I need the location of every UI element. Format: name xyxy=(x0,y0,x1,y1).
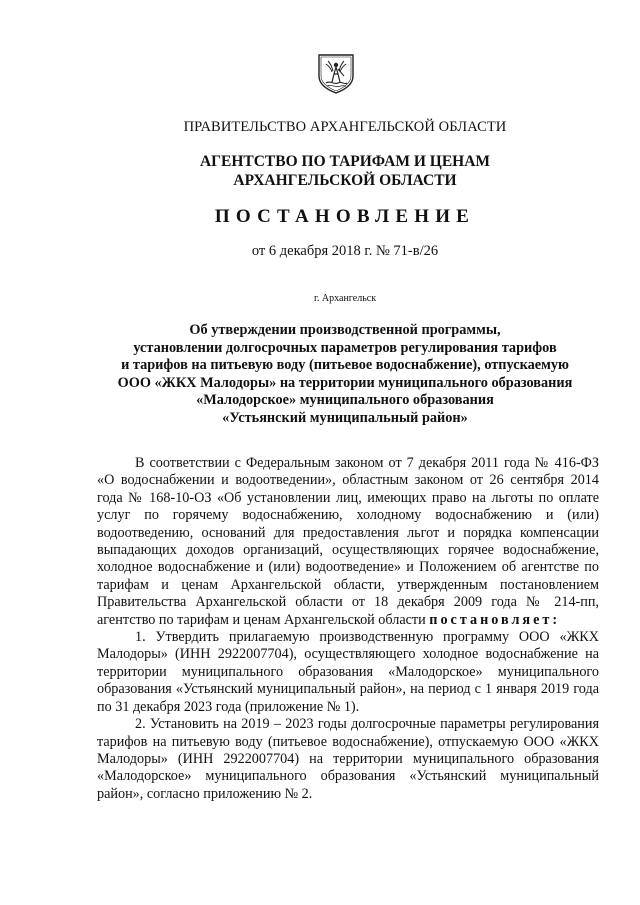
decree-date-number: от 6 декабря 2018 г. № 71-в/26 xyxy=(251,243,439,259)
subject-line-4: ООО «ЖКХ Малодоры» на территории муниципального образования xyxy=(117,374,573,391)
subject-line-6: «Устьянский муниципальный район» xyxy=(222,409,468,426)
item-2-paragraph: 2. Установить на 2019 – 2023 годы долгосрочные параметры регулирования тарифов на питьевую воду (питьевое водоснабжение), отпускаемую ООО «ЖКХ Малодоры» (ИНН 2922007704) на территории муниципального образования «Малодорское» муниципального образования «Устьянский муниципальный район», согласно приложению № 2. xyxy=(97,716,599,802)
item-1-paragraph: 1. Утвердить прилагаемую производственную программу ООО «ЖКХ Малодоры» (ИНН 2922007704), осуществляющего холодное водоснабжение на территории муниципального образования «Малодорское» муниципального образования «Устьянский муниципальный район», на период с 1 января 2019 года по 31 декабря 2023 года (приложение № 1). xyxy=(97,629,599,715)
resolves-word: постановляет: xyxy=(429,611,561,628)
subject-line-3: и тарифов на питьевую воду (питьевое водоснабжение), отпускаемую xyxy=(121,357,569,374)
coat-of-arms-icon xyxy=(316,52,356,94)
agency-line-2: АРХАНГЕЛЬСКОЙ ОБЛАСТИ xyxy=(233,172,457,189)
agency-name xyxy=(60,152,630,190)
agency-line-1: АГЕНТСТВО ПО ТАРИФАМ И ЦЕНАМ xyxy=(199,153,491,170)
government-header: ПРАВИТЕЛЬСТВО АРХАНГЕЛЬСКОЙ ОБЛАСТИ xyxy=(183,119,507,135)
preamble-text: В соответствии с Федеральным законом от 7 декабря 2011 года № 416-ФЗ «О водоснабжении и водоотведении», областным законом от 26 сентября 2014 года № 168-10-ОЗ «Об установлении лиц, имеющих право на льготы по оплате услуг по горячему водоснабжению, холодному водоснабжению и (или) водоотведению, оснований для предоставления льгот и порядка компенсации выпадающих доходов организаций, осуществляющих горячее водоснабжение, холодное водоснабжение и (или) водоотведение» и Положением об агентстве по тарифам и ценам Архангельской области, утвержденным постановлением Правительства Архангельской области от 18 декабря 2009 года № 214-пп, агентство по тарифам и ценам Архангельской области xyxy=(97,455,599,628)
subject-line-2: установлении долгосрочных параметров регулирования тарифов xyxy=(133,339,557,356)
decree-subject xyxy=(60,322,630,428)
subject-line-5: «Малодорское» муниципального образования xyxy=(196,392,494,409)
decree-city: г. Архангельск xyxy=(313,293,377,304)
preamble-paragraph xyxy=(97,455,599,629)
subject-line-1: Об утверждении производственной программы, xyxy=(189,322,501,338)
decree-body xyxy=(97,455,599,803)
decree-title: ПОСТАНОВЛЕНИЕ xyxy=(214,206,476,227)
